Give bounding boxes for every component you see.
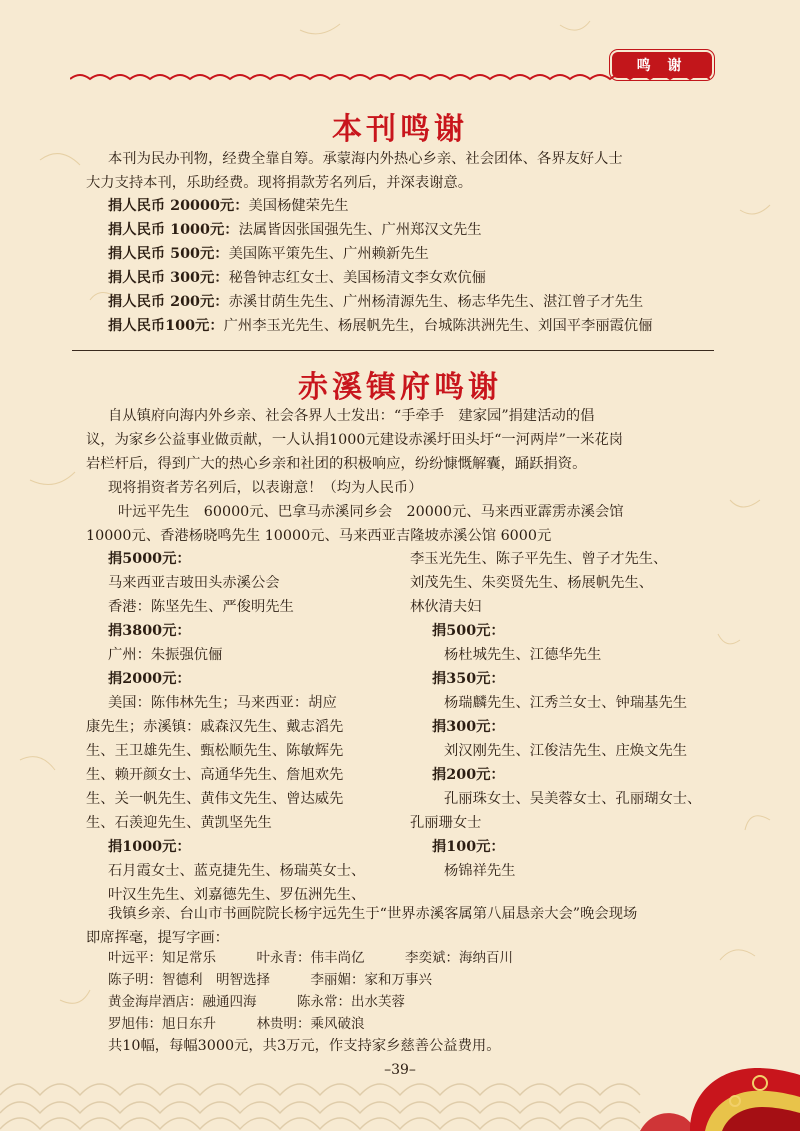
donation-names: 法属皆因张国强先生、广州郑汉文先生 xyxy=(238,222,482,238)
donor-names-line: 刘茂先生、朱奕贤先生、杨展帆先生、 xyxy=(410,575,654,591)
section2-intro-line-4: 现将捐资者芳名列后，以表谢意！（均为人民币） xyxy=(108,480,423,496)
donor-names-line: 石月霞女士、蓝克捷先生、杨瑞英女士、 xyxy=(108,863,366,879)
donor-amount-heading: 捐500元： xyxy=(432,623,505,639)
donor-names-line: 孔丽珠女士、吴美蓉女士、孔丽瑚女士、 xyxy=(444,791,702,807)
calligraphy-closing: 共10幅，每幅3000元，共3万元，作支持家乡慈善公益费用。 xyxy=(108,1038,501,1054)
section1-title: 本刊鸣谢 xyxy=(332,112,468,147)
donor-amount-heading: 捐300元： xyxy=(432,719,505,735)
donation-row xyxy=(108,290,643,314)
donation-row xyxy=(108,242,429,266)
calligraphy-intro-line-1: 我镇乡亲、台山市书画院院长杨宇远先生于“世界赤溪客属第八届恳亲大会”晚会现场 xyxy=(108,906,638,922)
calligraphy-line-3: 黄金海岸酒店：融通四海 陈永常：出水芙蓉 xyxy=(108,994,405,1010)
donor-names-line: 广州：朱振强伉俪 xyxy=(108,647,223,663)
donor-amount-heading: 捐2000元： xyxy=(108,671,191,687)
donation-row xyxy=(108,266,486,290)
section2-intro-line-1: 自从镇府向海内外乡亲、社会各界人士发出：“手牵手 建家园”捐建活动的倡 xyxy=(108,408,595,424)
donation-amount-label: 捐人民币 1000元： xyxy=(108,222,239,238)
donation-names: 赤溪甘荫生先生、广州杨清源先生、杨志华先生、湛江曾子才先生 xyxy=(228,294,644,310)
donor-names-line: 香港：陈坚先生、严俊明先生 xyxy=(108,599,294,615)
donation-amount-label: 捐人民币 300元： xyxy=(108,270,229,286)
section1-intro-line-1: 本刊为民办刊物，经费全靠自筹。承蒙海内外热心乡亲、社会团体、各界友好人士 xyxy=(108,151,623,167)
donor-amount-heading: 捐3800元： xyxy=(108,623,191,639)
donor-amount-heading: 捐5000元： xyxy=(108,551,191,567)
donation-names: 秘鲁钟志红女士、美国杨清文李女欢伉俪 xyxy=(228,270,486,286)
donation-row xyxy=(108,314,653,338)
donation-names: 广州李玉光先生、杨展帆先生，台城陈洪洲先生、刘国平李丽霞伉俪 xyxy=(223,318,653,334)
donation-amount-label: 捐人民币 500元： xyxy=(108,246,229,262)
donor-names-line: 孔丽珊女士 xyxy=(410,815,482,831)
calligraphy-line-1: 叶远平：知足常乐 叶永青：伟丰尚亿 李奕斌：海纳百川 xyxy=(108,950,513,966)
section2-intro-line-2: 议，为家乡公益事业做贡献，一人认捐1000元建设赤溪圩田头圩“一河两岸”一米花岗 xyxy=(86,432,624,448)
section1-intro-line-2: 大力支持本刊，乐助经费。现将捐款芳名列后，并深表谢意。 xyxy=(86,175,473,191)
donation-names: 美国杨健荣先生 xyxy=(248,198,349,214)
bottom-wave-pattern xyxy=(0,1035,800,1131)
donor-amount-heading: 捐1000元： xyxy=(108,839,191,855)
calligraphy-line-4: 罗旭伟：旭日东升 林贵明：乘风破浪 xyxy=(108,1016,365,1032)
donor-names-line: 林伙清夫妇 xyxy=(410,599,482,615)
section2-title: 赤溪镇府鸣谢 xyxy=(298,370,502,405)
donor-amount-heading: 捐350元： xyxy=(432,671,505,687)
donor-names-line: 美国：陈伟林先生；马来西亚：胡应 xyxy=(108,695,337,711)
donation-amount-label: 捐人民币100元： xyxy=(108,318,224,334)
donation-names: 美国陈平策先生、广州赖新先生 xyxy=(228,246,429,262)
donor-amount-heading: 捐200元： xyxy=(432,767,505,783)
donation-amount-label: 捐人民币 20000元： xyxy=(108,198,249,214)
section2-intro-line-6: 10000元、香港杨晓鸣先生 10000元、马来西亚吉隆坡赤溪公馆 6000元 xyxy=(86,528,552,544)
donation-row xyxy=(108,218,482,242)
donor-names-line: 杨杜城先生、江德华先生 xyxy=(444,647,602,663)
section2-intro-line-3: 岩栏杆后，得到广大的热心乡亲和社团的积极响应，纷纷慷慨解囊，踊跃捐资。 xyxy=(86,456,587,472)
donor-names-line: 康先生；赤溪镇：戚森汉先生、戴志滔先 xyxy=(86,719,344,735)
donor-names-line: 叶汉生先生、刘嘉德先生、罗伍洲先生、 xyxy=(108,887,366,903)
donor-names-line: 杨瑞麟先生、江秀兰女士、钟瑞基先生 xyxy=(444,695,688,711)
donor-names-line: 李玉光先生、陈子平先生、曾子才先生、 xyxy=(410,551,668,567)
donor-names-line: 生、王卫雄先生、甄松顺先生、陈敏辉先 xyxy=(86,743,344,759)
donor-names-line: 生、赖开颜女士、高通华先生、詹旭欢先 xyxy=(86,767,344,783)
page-number: –39– xyxy=(384,1062,416,1078)
donor-names-line: 杨锦祥先生 xyxy=(444,863,516,879)
donor-names-line: 马来西亚吉玻田头赤溪公会 xyxy=(108,575,280,591)
donation-amount-label: 捐人民币 200元： xyxy=(108,294,229,310)
section-divider xyxy=(72,350,714,351)
section-tab: 鸣 谢 xyxy=(612,52,712,78)
donor-names-line: 生、石羡迎先生、黄凯坚先生 xyxy=(86,815,272,831)
header-wave-divider xyxy=(70,72,710,86)
donor-names-line: 刘汉刚先生、江俊洁先生、庄焕文先生 xyxy=(444,743,688,759)
donor-amount-heading: 捐100元： xyxy=(432,839,505,855)
donation-row xyxy=(108,194,349,218)
calligraphy-intro-line-2: 即席挥毫，提写字画： xyxy=(86,930,229,946)
calligraphy-line-2: 陈子明：智德利 明智选择 李丽媚：家和万事兴 xyxy=(108,972,432,988)
donor-names-line: 生、关一帆先生、黄伟文先生、曾达威先 xyxy=(86,791,344,807)
section2-intro-line-5: 叶远平先生 60000元、巴拿马赤溪同乡会 20000元、马来西亚霹雳赤溪会馆 xyxy=(118,504,624,520)
